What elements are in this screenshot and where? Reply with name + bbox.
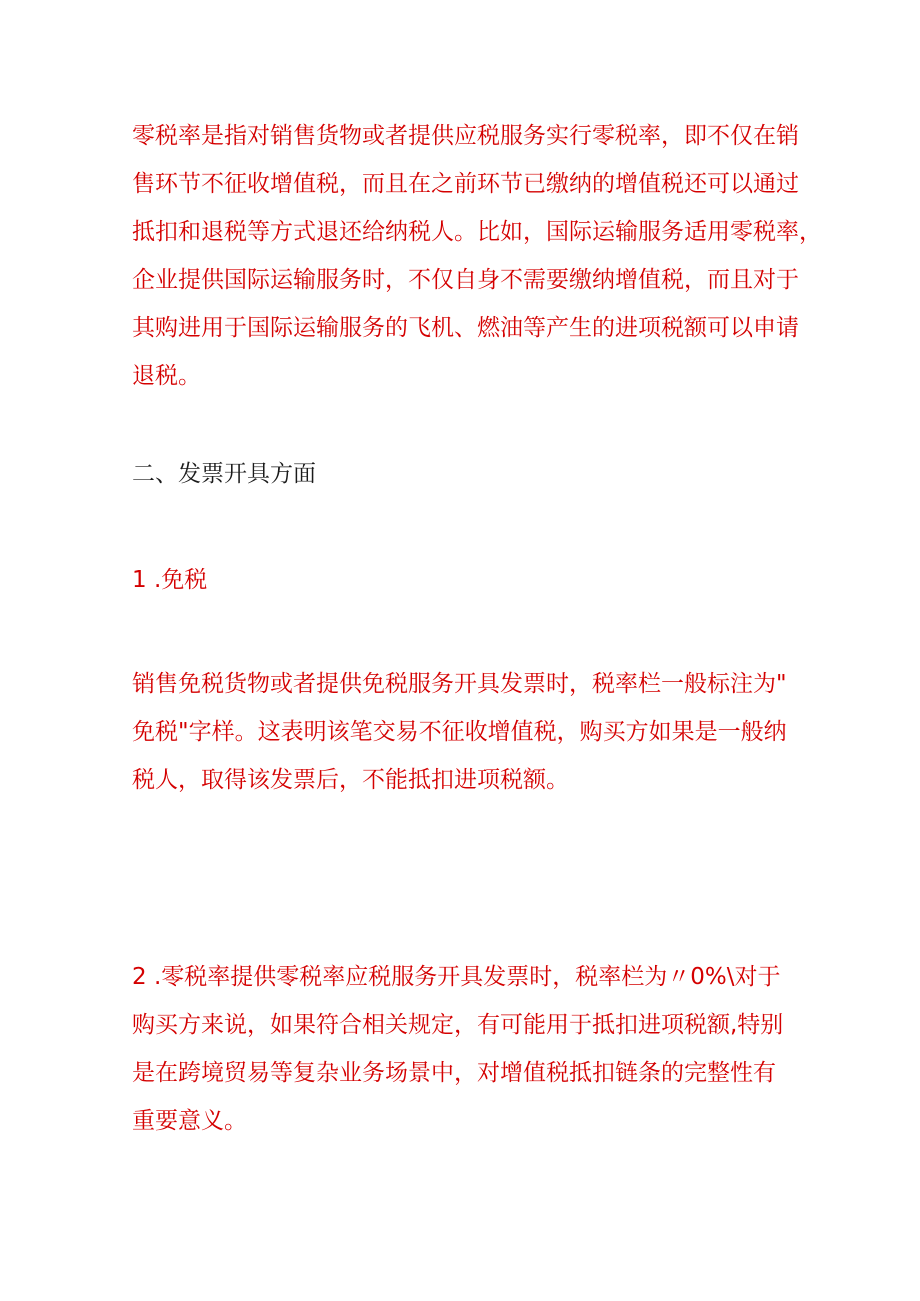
paragraph-line: 售环节不征收增值税，而且在之前环节已缴纳的增值税还可以通过 [132, 171, 799, 197]
zero-rate-invoice-paragraph [132, 953, 802, 1145]
paragraph-line: 退税。 [132, 363, 201, 389]
paragraph-line: 企业提供国际运输服务时，不仅自身不需要缴纳增值税，而且对于 [132, 267, 799, 293]
paragraph-line: 是在跨境贸易等复杂业务场景中，对增值税抵扣链条的完整性有 [132, 1060, 776, 1086]
section-heading: 二、发票开具方面 [132, 461, 316, 487]
paragraph-line: 税人，取得该发票后，不能抵扣进项税额。 [132, 767, 569, 793]
paragraph-line: 零税率是指对销售货物或者提供应税服务实行零税率，即不仅在销 [132, 123, 799, 149]
subheading-exempt: 1 .免税 [132, 567, 208, 593]
paragraph-line: 购买方来说，如果符合相关规定，有可能用于抵扣进项税额,特别 [132, 1012, 784, 1038]
paragraph-line: 销售免税货物或者提供免税服务开具发票时，税率栏一般标注为" [132, 671, 787, 697]
section-heading-invoice [132, 450, 802, 498]
paragraph-line: 免税"字样。这表明该笔交易不征收增值税，购买方如果是一般纳 [132, 719, 787, 745]
paragraph-line: 重要意义。 [132, 1108, 247, 1134]
zero-rate-paragraph [132, 112, 822, 400]
paragraph-line: 其购进用于国际运输服务的飞机、燃油等产生的进项税额可以申请 [132, 315, 799, 341]
paragraph-line: 抵扣和退税等方式退还给纳税人。比如，国际运输服务适用零税率， [132, 219, 822, 245]
subheading-exempt-block [132, 556, 802, 604]
paragraph-line: 2 .零税率提供零税率应税服务开具发票时，税率栏为〃0%\对于 [132, 964, 781, 990]
exempt-paragraph [132, 660, 802, 804]
